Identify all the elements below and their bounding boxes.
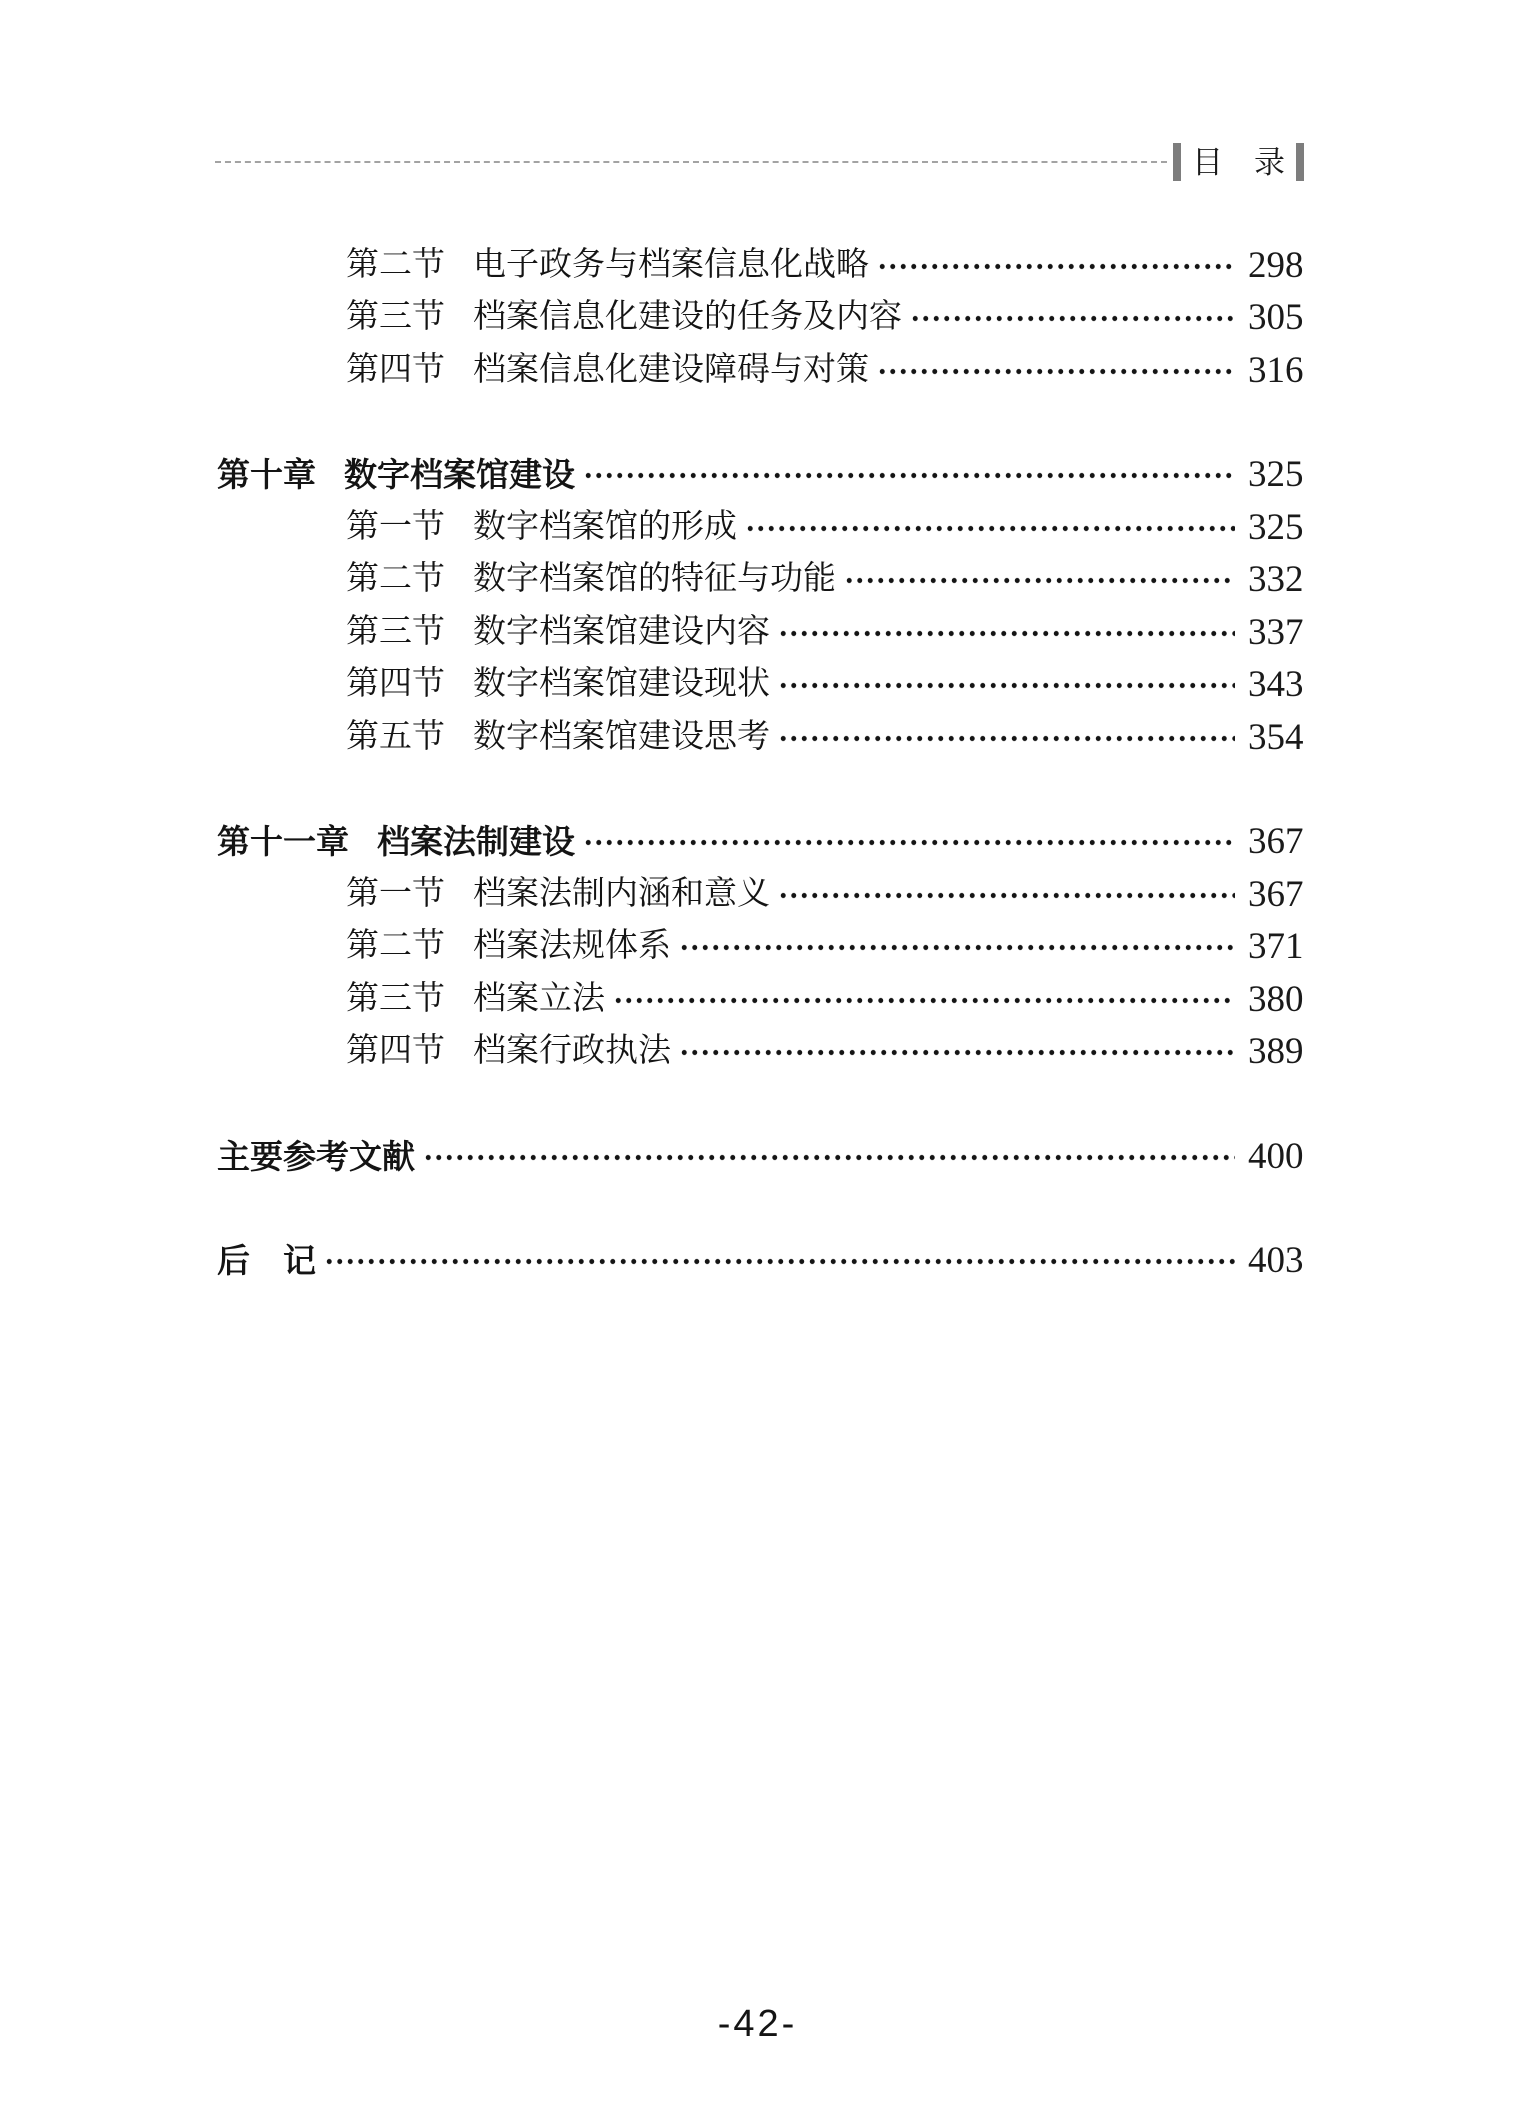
dot-leader [778,659,1235,712]
dot-leader [910,292,1235,345]
entry-title: 主要参考文献 [217,1137,415,1175]
toc-entry-chapter [217,1130,1306,1183]
dot-leader [324,1235,1235,1288]
toc-entry-section [217,921,1306,974]
entry-label: 第十章 [217,456,316,494]
toc-list [217,239,1306,1287]
toc-entry-section [217,868,1306,921]
toc-entry-section [217,973,1306,1026]
entry-title: 档案立法 [473,980,605,1017]
toc-entry-section [217,554,1306,607]
entry-title: 档案信息化建设障碍与对策 [473,351,869,388]
toc-entry-section [217,711,1306,764]
page-header-title: 目 录 [1192,144,1285,180]
entry-page-number: 380 [1248,978,1304,1020]
entry-page-number: 400 [1248,1135,1304,1177]
page-number: -42- [717,2003,798,2045]
entry-label: 第二节 [346,561,445,598]
entry-label: 第二节 [346,246,445,283]
entry-label: 第四节 [346,351,445,388]
entry-label: 第二节 [346,928,445,965]
entry-title: 数字档案馆的特征与功能 [473,561,836,598]
toc-entry-chapter [217,1235,1306,1288]
entry-title: 数字档案馆建设现状 [473,666,770,703]
entry-page-number: 305 [1248,297,1304,339]
dot-leader [877,344,1235,397]
entry-label: 第四节 [346,1033,445,1070]
dot-leader [423,1130,1235,1183]
dot-leader [745,501,1235,554]
entry-title: 档案行政执法 [473,1033,671,1070]
entry-title: 数字档案馆建设思考 [473,718,770,755]
entry-title: 档案法制内涵和意义 [473,875,770,912]
entry-label: 第三节 [346,299,445,336]
toc-entry-section [217,239,1306,292]
entry-title: 档案信息化建设的任务及内容 [473,299,902,336]
entry-page-number: 367 [1248,821,1304,863]
header-bar-left [1173,143,1181,181]
entry-label: 第三节 [346,980,445,1017]
entry-title: 数字档案馆的形成 [473,508,737,545]
entry-label: 第四节 [346,666,445,703]
toc-entry-section [217,1026,1306,1079]
entry-page-number: 325 [1248,454,1304,496]
entry-page-number: 298 [1248,244,1304,286]
entry-label: 第一节 [346,875,445,912]
toc-entry-section [217,659,1306,712]
header-title-box [1173,142,1304,182]
dot-leader [778,711,1235,764]
toc-entry-section [217,292,1306,345]
entry-label: 第三节 [346,613,445,650]
toc-entry-section [217,344,1306,397]
entry-label: 第一节 [346,508,445,545]
dot-leader [679,1026,1235,1079]
footer [0,2003,1515,2046]
entry-label: 第十一章 [217,823,349,861]
entry-title: 数字档案馆建设 [344,456,575,494]
dot-leader [583,449,1235,502]
dot-leader [778,606,1235,659]
entry-page-number: 316 [1248,349,1304,391]
dot-leader [613,973,1235,1026]
entry-page-number: 354 [1248,716,1304,758]
entry-title: 电子政务与档案信息化战略 [473,246,869,283]
dot-leader [844,554,1235,607]
dot-leader [778,868,1235,921]
entry-title: 档案法规体系 [473,928,671,965]
header-bar-right [1296,143,1304,181]
entry-page-number: 403 [1248,1240,1304,1282]
entry-label: 第五节 [346,718,445,755]
entry-page-number: 325 [1248,506,1304,548]
entry-title: 档案法制建设 [377,823,575,861]
entry-page-number: 337 [1248,611,1304,653]
toc-entry-chapter [217,816,1306,869]
toc-entry-chapter [217,449,1306,502]
dot-leader [877,239,1235,292]
entry-page-number: 371 [1248,926,1304,968]
toc-entry-section [217,501,1306,554]
header-divider [215,161,1167,163]
dot-leader [679,921,1235,974]
entry-page-number: 367 [1248,873,1304,915]
dot-leader [583,816,1235,869]
entry-page-number: 343 [1248,664,1304,706]
entry-title: 数字档案馆建设内容 [473,613,770,650]
entry-page-number: 332 [1248,559,1304,601]
entry-page-number: 389 [1248,1031,1304,1073]
entry-title: 后 记 [217,1242,316,1280]
toc-entry-section [217,606,1306,659]
